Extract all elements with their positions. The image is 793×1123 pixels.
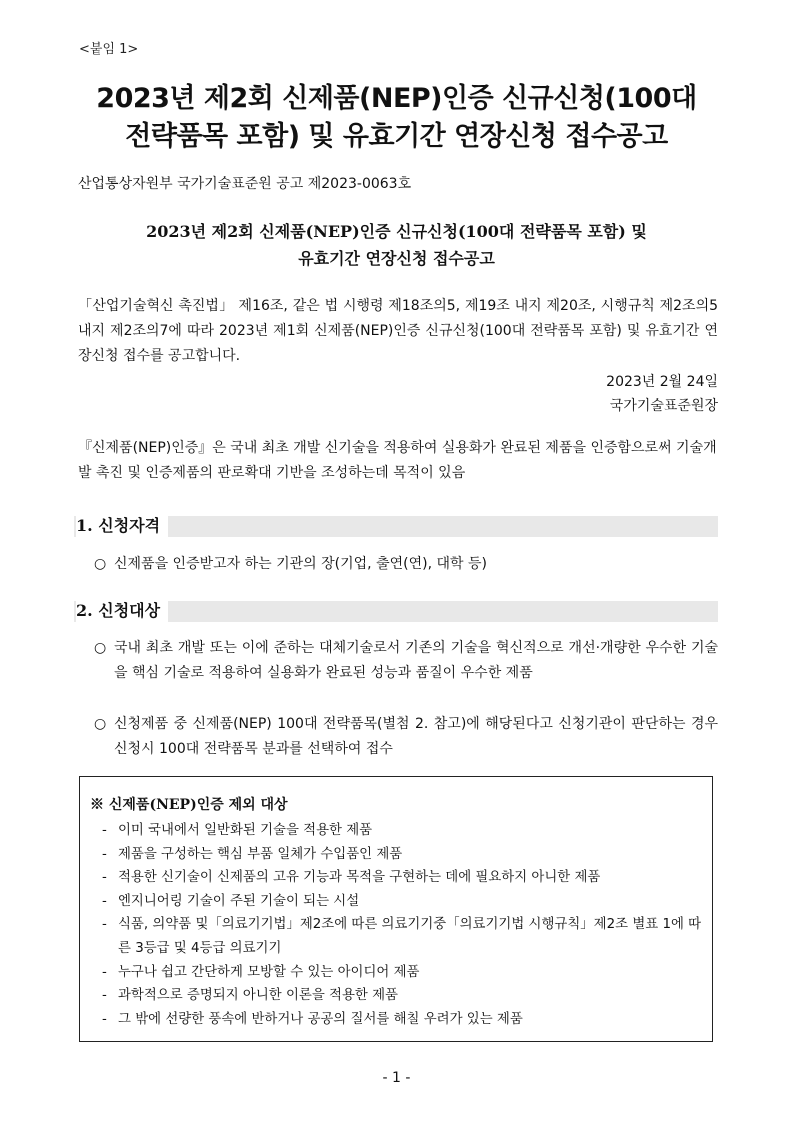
dash-bullet-icon: - xyxy=(102,1011,107,1027)
list-item xyxy=(94,552,718,577)
exclusion-box xyxy=(79,776,713,1042)
exclusion-box-title: ※ 신제품(NEP)인증 제외 대상 xyxy=(90,797,288,813)
dash-bullet-icon: - xyxy=(102,917,107,933)
exclusion-item xyxy=(102,984,707,1008)
dash-bullet-icon: - xyxy=(102,988,107,1004)
list-item xyxy=(94,712,718,762)
exclusion-item-text: 적용한 신기술이 신제품의 고유 기능과 목적을 구현하는 데에 필요하지 아니한 제품 xyxy=(118,870,601,886)
notice-subtitle xyxy=(60,218,733,272)
section-heading-text: 2. 신청대상 xyxy=(76,599,168,623)
notice-subtitle-line-2: 유효기간 연장신청 접수공고 xyxy=(298,249,495,268)
document-title xyxy=(60,80,733,156)
list-item-text: 신청제품 중 신제품(NEP) 100대 전략품목(별첨 2. 참고)에 해당된다고 신청기관이 판단하는 경우 신청시 100대 전략품목 분과를 선택하여 접수 xyxy=(114,716,718,757)
circle-bullet-icon: ○ xyxy=(94,556,107,572)
circle-bullet-icon: ○ xyxy=(94,640,107,656)
section-heading-text: 1. 신청자격 xyxy=(76,514,168,538)
exclusion-item-text: 그 밖에 선량한 풍속에 반하거나 공공의 질서를 해칠 우려가 있는 제품 xyxy=(118,1011,523,1027)
exclusion-list xyxy=(102,819,707,1031)
section-heading-eligibility xyxy=(74,516,718,537)
exclusion-item-text: 과학적으로 증명되지 아니한 이론을 적용한 제품 xyxy=(118,988,398,1004)
exclusion-item-text: 엔지니어링 기술이 주된 기술이 되는 시설 xyxy=(118,893,360,909)
exclusion-item xyxy=(102,819,707,843)
section-heading-targets xyxy=(74,601,718,622)
dash-bullet-icon: - xyxy=(102,870,107,886)
exclusion-item xyxy=(102,913,707,960)
document-title-line-1: 2023년 제2회 신제품(NEP)인증 신규신청(100대 xyxy=(96,83,697,114)
exclusion-item-text: 이미 국내에서 일반화된 기술을 적용한 제품 xyxy=(118,823,373,838)
dash-bullet-icon: - xyxy=(102,964,107,980)
list-item-text: 국내 최초 개발 또는 이에 준하는 대체기술로서 기존의 기술을 혁신적으로 개선·개량한 우수한 기술을 핵심 기술로 적용하여 실용화가 완료된 성능과 품질이 우수한 제품 xyxy=(114,640,718,681)
document-title-line-2: 전략품목 포함) 및 유효기간 연장신청 접수공고 xyxy=(125,121,668,152)
attachment-label: <붙임 1> xyxy=(79,42,139,57)
exclusion-item-text: 식품, 의약품 및「의료기기법」제2조에 따른 의료기기중「의료기기법 시행규칙」제2조 별표 1에 따른 3등급 및 4등급 의료기기 xyxy=(118,917,702,956)
exclusion-item-text: 제품을 구성하는 핵심 부품 일체가 수입품인 제품 xyxy=(118,846,403,862)
exclusion-item xyxy=(102,961,707,985)
notice-subtitle-line-1: 2023년 제2회 신제품(NEP)인증 신규신청(100대 전략품목 포함) 및 xyxy=(146,222,647,241)
announcement-date: 2023년 2월 24일 xyxy=(606,374,718,390)
exclusion-item xyxy=(102,1008,707,1032)
list-item xyxy=(94,636,718,686)
intro-paragraph: 「산업기술혁신 촉진법」 제16조, 같은 법 시행령 제18조의5, 제19조 내지 제20조, 시행규칙 제2조의5 내지 제2조의7에 따라 2023년 제1회 신제품(NEP)인증 신규신청(100대 전략품목 포함) 및 유효기간 연장신청 접수를 공고합니다. xyxy=(78,298,718,364)
page-number: - 1 - xyxy=(382,1070,411,1086)
exclusion-item xyxy=(102,843,707,867)
exclusion-item-text: 누구나 쉽고 간단하게 모방할 수 있는 아이디어 제품 xyxy=(118,964,420,980)
dash-bullet-icon: - xyxy=(102,846,107,862)
purpose-paragraph: 『신제품(NEP)인증』은 국내 최초 개발 신기술을 적용하여 실용화가 완료된 제품을 인증함으로써 기술개발 촉진 및 인증제품의 판로확대 기반을 조성하는데 목적이 있음 xyxy=(78,440,717,481)
notice-number: 산업통상자원부 국가기술표준원 공고 제2023-0063호 xyxy=(78,176,412,192)
list-item-text: 신제품을 인증받고자 하는 기관의 장(기업, 출연(연), 대학 등) xyxy=(114,556,487,572)
exclusion-item xyxy=(102,866,707,890)
exclusion-item xyxy=(102,890,707,914)
issuing-agency: 국가기술표준원장 xyxy=(609,398,718,414)
circle-bullet-icon: ○ xyxy=(94,716,107,732)
dash-bullet-icon: - xyxy=(102,823,107,838)
dash-bullet-icon: - xyxy=(102,893,107,909)
